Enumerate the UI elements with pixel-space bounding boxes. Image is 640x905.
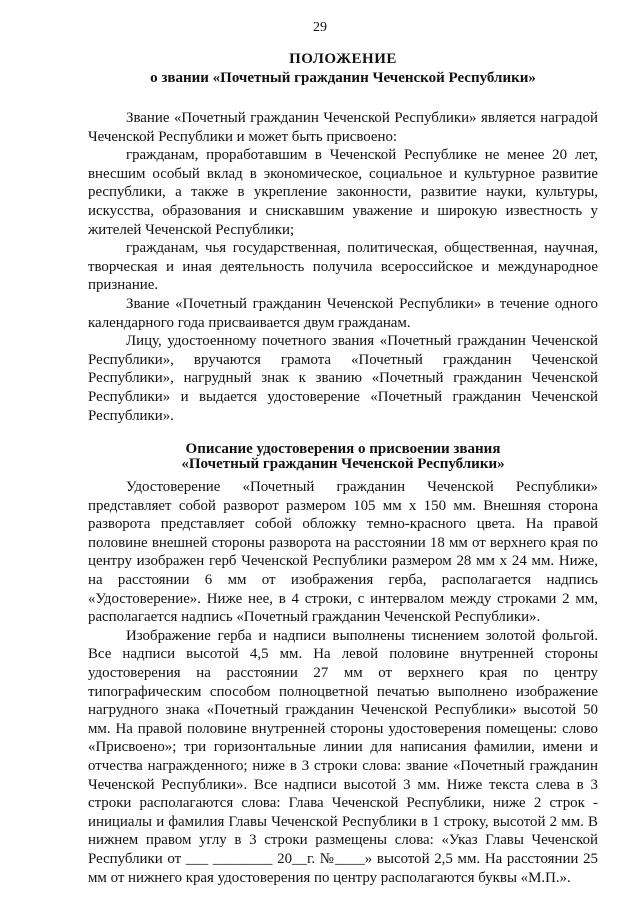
paragraph: Звание «Почетный гражданин Чеченской Республики» в течение одного календарного года присваивается двум гражданам.: [88, 295, 598, 331]
document-title: ПОЛОЖЕНИЕ: [289, 51, 397, 67]
paragraph: гражданам, чья государственная, политическая, общественная, научная, творческая и иная деятельность получила всероссийское и международное признание.: [88, 240, 598, 294]
section-title: Описание удостоверения о присвоении звания: [185, 441, 501, 458]
document-body: [88, 50, 598, 887]
paragraph: Удостоверение «Почетный гражданин Чеченской Республики» представляет собой разворот размером 105 мм х 150 мм. Внешняя сторона разворота представляет собой обложку темно-красного цвета. На правой половине внешней стороны разворота на расстоянии 18 мм от верхнего края по центру изображен герб Чеченской Республики размером 28 мм х 24 мм. Ниже, на расстоянии 6 мм от изображения герба, располагается надпись «Удостоверение». Ниже нее, в 4 строки, с интервалом между строками 2 мм, располагается надпись «Почетный гражданин Чеченской Республики».: [88, 479, 598, 626]
document-subtitle: о звании «Почетный гражданин Чеченской Республики»: [150, 70, 536, 86]
paragraph: Лицу, удостоенному почетного звания «Почетный гражданин Чеченской Республики», вручаются грамота «Почетный гражданин Чеченской Республики», нагрудный знак к званию «Почетный гражданин Чеченской Республики» и выдается удостоверение «Почетный гражданин Чеченской Республики».: [88, 333, 598, 424]
page-number: 29: [313, 20, 327, 35]
paragraph: Изображение герба и надписи выполнены тиснением золотой фольгой. Все надписи высотой 4,5 мм. На левой половине внутренней стороны удостоверения на расстоянии 27 мм от верхнего края по центру типографическим способом полноцветной печатью выполнено изображение нагрудного знака «Почетный гражданин Чеченской Республики» высотой 50 мм. На правой половине внутренней стороны удостоверения помещены: слово «Присвоено»; три горизонтальные линии для написания фамилии, имени и отчества награжденного; ниже в 3 строки слова: звание «Почетный гражданин Чеченской Республики». Все надписи высотой 3 мм. Ниже текста слева в 3 строки располагаются слова: Глава Чеченской Республики, ниже 2 строк - инициалы и фамилия Главы Чеченской Республики в 1 строку, высотой 2 мм. В нижнем правом углу в 3 строки размещены слова: «Указ Главы Чеченской Республики от ___ ________ 20__г. №____» высотой 2,5 мм. На расстоянии 25 мм от нижнего края удостоверения по центру располагаются буквы «М.П.».: [88, 627, 598, 886]
paragraph: Звание «Почетный гражданин Чеченской Республики» является наградой Чеченской Республики и может быть присвоено:: [88, 110, 598, 145]
paragraph: гражданам, проработавшим в Чеченской Республике не менее 20 лет, внесшим особый вклад в экономическое, социальное и культурное развитие республики, а также в укрепление законности, развитие науки, культуры, искусства, образования и снискавшим уважение и широкую известность у жителей Чеченской Республики;: [88, 147, 598, 238]
section-title-line-2: «Почетный гражданин Чеченской Республики»: [181, 456, 505, 473]
